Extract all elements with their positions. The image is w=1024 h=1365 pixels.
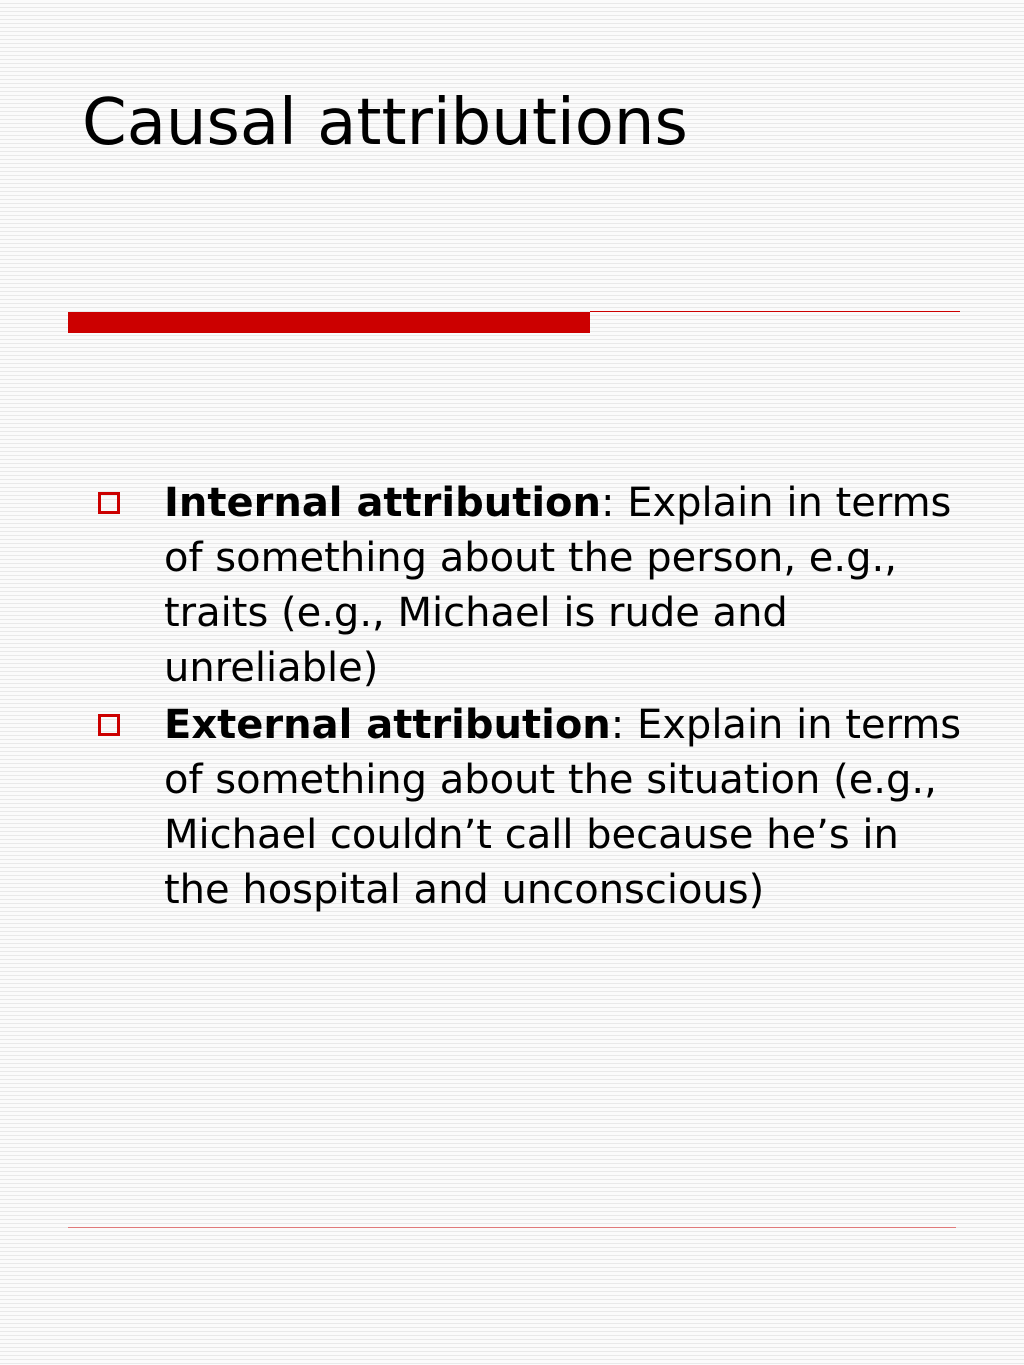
- title-divider-line: [590, 311, 960, 312]
- bullet-item-internal-attribution: [0, 476, 1024, 696]
- bullet-separator: :: [610, 702, 637, 748]
- bullet-list: [0, 476, 1024, 920]
- bullet-item-external-attribution: [0, 698, 1024, 918]
- bullet-separator: :: [601, 480, 628, 526]
- square-bullet-icon: [98, 714, 120, 736]
- footer-divider-line: [68, 1227, 956, 1228]
- bullet-term: Internal attribution: [164, 480, 602, 526]
- bullet-text: Explain in terms of something about the person, e.g., traits (e.g., Michael is rude and unreliable): [164, 480, 952, 691]
- title-accent-bar: [68, 312, 590, 333]
- square-bullet-icon: [98, 492, 120, 514]
- bullet-text: Explain in terms of something about the situation (e.g., Michael couldn’t call because he’s in the hospital and unconscious): [164, 702, 962, 913]
- slide-title: Causal attributions: [82, 86, 688, 160]
- bullet-term: External attribution: [164, 702, 611, 748]
